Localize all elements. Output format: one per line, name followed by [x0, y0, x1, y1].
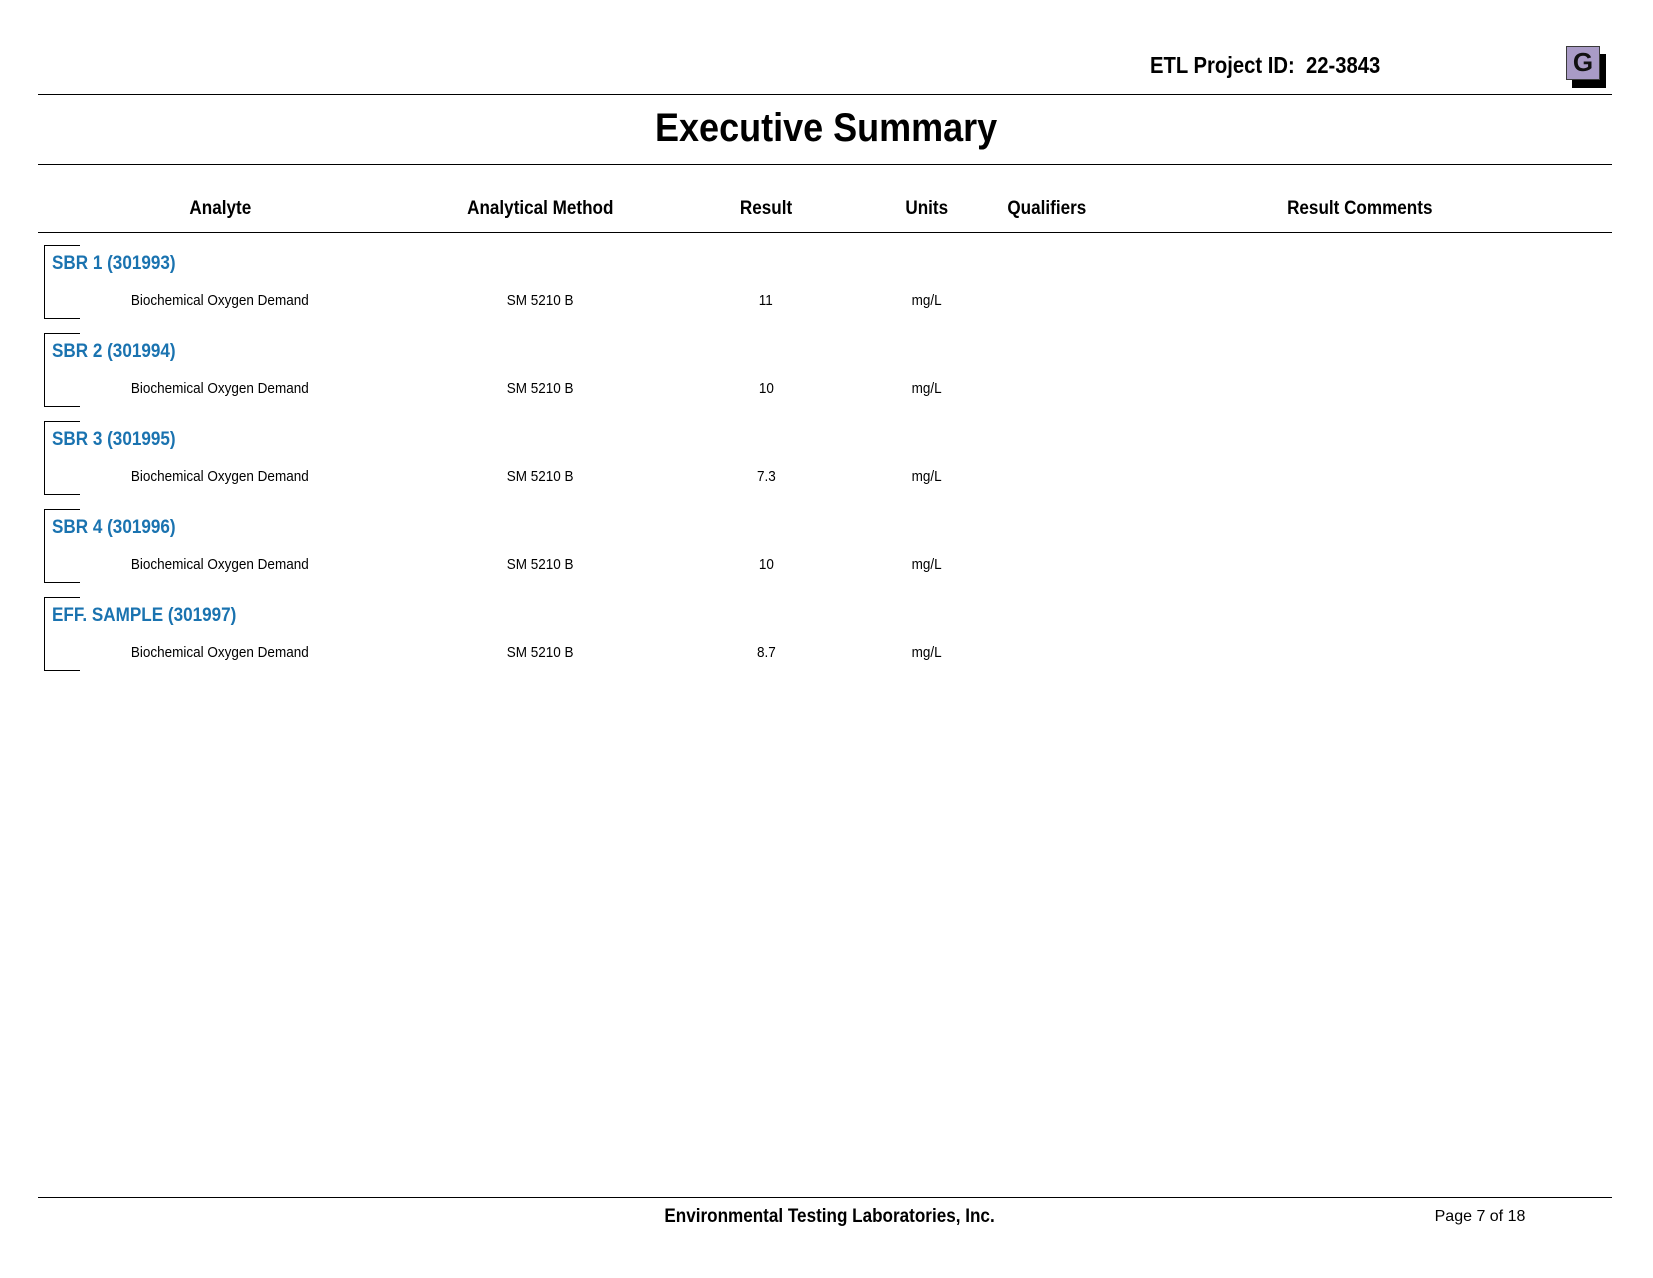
result-text: 10 [758, 380, 774, 397]
page-number: Page 7 of 18 [1434, 1208, 1526, 1225]
units-cell [877, 291, 977, 311]
sample-title: SBR 3 (301995) [52, 429, 176, 450]
qualifiers-cell [997, 643, 1097, 663]
result-text: 7.3 [756, 468, 776, 485]
project-id: ETL Project ID: 22-3843 [1150, 52, 1381, 78]
units-text: mg/L [911, 292, 943, 309]
column-header-comments [1260, 197, 1460, 221]
result-text: 8.7 [756, 644, 776, 661]
title-rule [38, 164, 1612, 165]
units-text: mg/L [911, 380, 943, 397]
sample-title: SBR 2 (301994) [52, 341, 176, 362]
analyte-cell [120, 291, 320, 311]
analyte-cell [120, 467, 320, 487]
column-header-qualifiers-text: Qualifiers [1007, 198, 1087, 219]
result-cell [716, 643, 816, 663]
units-cell [877, 379, 977, 399]
sample-group [44, 509, 1604, 584]
company-logo [1566, 46, 1606, 88]
method-cell [440, 379, 640, 399]
footer-company-text: Environmental Testing Laboratories, Inc. [664, 1206, 996, 1227]
page-title [0, 104, 1653, 152]
method-text: SM 5210 B [506, 468, 574, 485]
column-header-analyte [120, 197, 320, 221]
units-text: mg/L [911, 644, 943, 661]
units-cell [877, 643, 977, 663]
result-cell [716, 467, 816, 487]
units-cell [877, 555, 977, 575]
qualifiers-cell [997, 555, 1097, 575]
footer-company [560, 1206, 1100, 1228]
qualifiers-cell [997, 291, 1097, 311]
column-header-rule [38, 232, 1612, 233]
comments-cell [1260, 643, 1460, 663]
method-cell [440, 643, 640, 663]
analyte-text: Biochemical Oxygen Demand [131, 292, 309, 309]
analyte-text: Biochemical Oxygen Demand [131, 556, 309, 573]
sample-title: SBR 1 (301993) [52, 253, 176, 274]
result-cell [716, 379, 816, 399]
result-cell [716, 555, 816, 575]
sample-title: EFF. SAMPLE (301997) [52, 605, 237, 626]
analyte-cell [120, 643, 320, 663]
method-text: SM 5210 B [506, 380, 574, 397]
footer-rule [38, 1197, 1612, 1198]
column-header-method-text: Analytical Method [466, 198, 614, 219]
column-header-result [716, 197, 816, 221]
column-header-analyte-text: Analyte [189, 198, 251, 219]
method-cell [440, 291, 640, 311]
result-text: 11 [758, 292, 774, 309]
method-text: SM 5210 B [506, 556, 574, 573]
units-cell [877, 467, 977, 487]
comments-cell [1260, 467, 1460, 487]
sample-group [44, 333, 1604, 408]
method-text: SM 5210 B [506, 292, 574, 309]
sample-title: SBR 4 (301996) [52, 517, 176, 538]
method-cell [440, 467, 640, 487]
units-text: mg/L [911, 556, 943, 573]
column-header-result-text: Result [739, 198, 793, 219]
result-cell [716, 291, 816, 311]
analyte-text: Biochemical Oxygen Demand [131, 380, 309, 397]
logo-letter: G [1566, 46, 1600, 80]
column-header-units-text: Units [905, 198, 949, 219]
sample-group [44, 421, 1604, 496]
sample-group [44, 245, 1604, 320]
method-text: SM 5210 B [506, 644, 574, 661]
analyte-cell [120, 379, 320, 399]
sample-group [44, 597, 1604, 672]
comments-cell [1260, 555, 1460, 575]
qualifiers-cell [997, 379, 1097, 399]
qualifiers-cell [997, 467, 1097, 487]
column-header-qualifiers [997, 197, 1097, 221]
analyte-text: Biochemical Oxygen Demand [131, 468, 309, 485]
column-header-comments-text: Result Comments [1287, 198, 1433, 219]
method-cell [440, 555, 640, 575]
column-header-units [877, 197, 977, 221]
units-text: mg/L [911, 468, 943, 485]
page-title-text: Executive Summary [655, 106, 998, 150]
comments-cell [1260, 291, 1460, 311]
header-rule [38, 94, 1612, 95]
comments-cell [1260, 379, 1460, 399]
analyte-cell [120, 555, 320, 575]
column-header-method [440, 197, 640, 221]
analyte-text: Biochemical Oxygen Demand [131, 644, 309, 661]
result-text: 10 [758, 556, 774, 573]
